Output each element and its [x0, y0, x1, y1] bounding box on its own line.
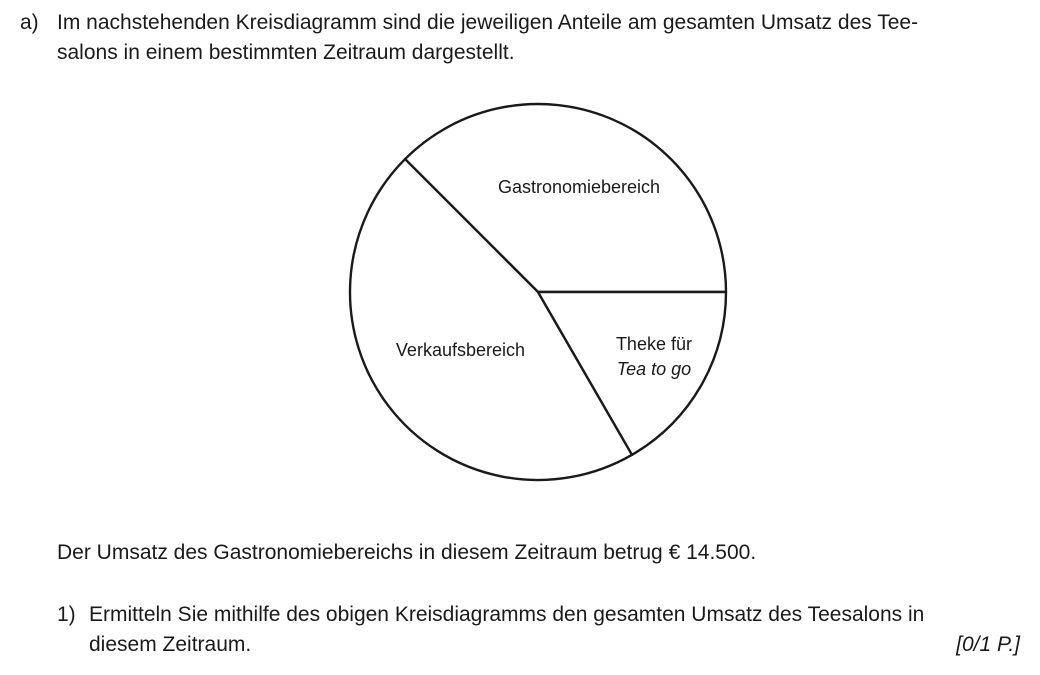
- task-label: a): [20, 11, 39, 34]
- points-indicator: [0/1 P.]: [956, 633, 1020, 656]
- pie-slice-2-label: Verkaufsbereich: [395, 340, 526, 361]
- pie-slice-3-label-line-2: Tea to go: [616, 358, 692, 379]
- task-intro-line-1: Im nachstehenden Kreisdiagramm sind die jeweiligen Anteile am gesamten Umsatz des Tee-: [57, 11, 919, 34]
- subtask-text-line-1: Ermitteln Sie mithilfe des obigen Kreisdiagramms den gesamten Umsatz des Teesalons in: [89, 603, 925, 626]
- subtask-text: [89, 600, 1019, 660]
- pie-slice-1-label: Gastronomiebereich: [497, 176, 661, 197]
- task-intro: [57, 8, 1017, 68]
- revenue-statement: Der Umsatz des Gastronomiebereichs in diesem Zeitraum betrug € 14.500.: [57, 541, 757, 564]
- pie-chart: [340, 95, 740, 495]
- task-intro-line-2: salons in einem bestimmten Zeitraum dargestellt.: [57, 41, 515, 64]
- subtask-number: 1): [57, 603, 76, 626]
- pie-chart-svg: [340, 95, 740, 495]
- pie-slice-3-label: Theke für: [615, 333, 692, 354]
- subtask-text-line-2: diesem Zeitraum.: [89, 633, 252, 656]
